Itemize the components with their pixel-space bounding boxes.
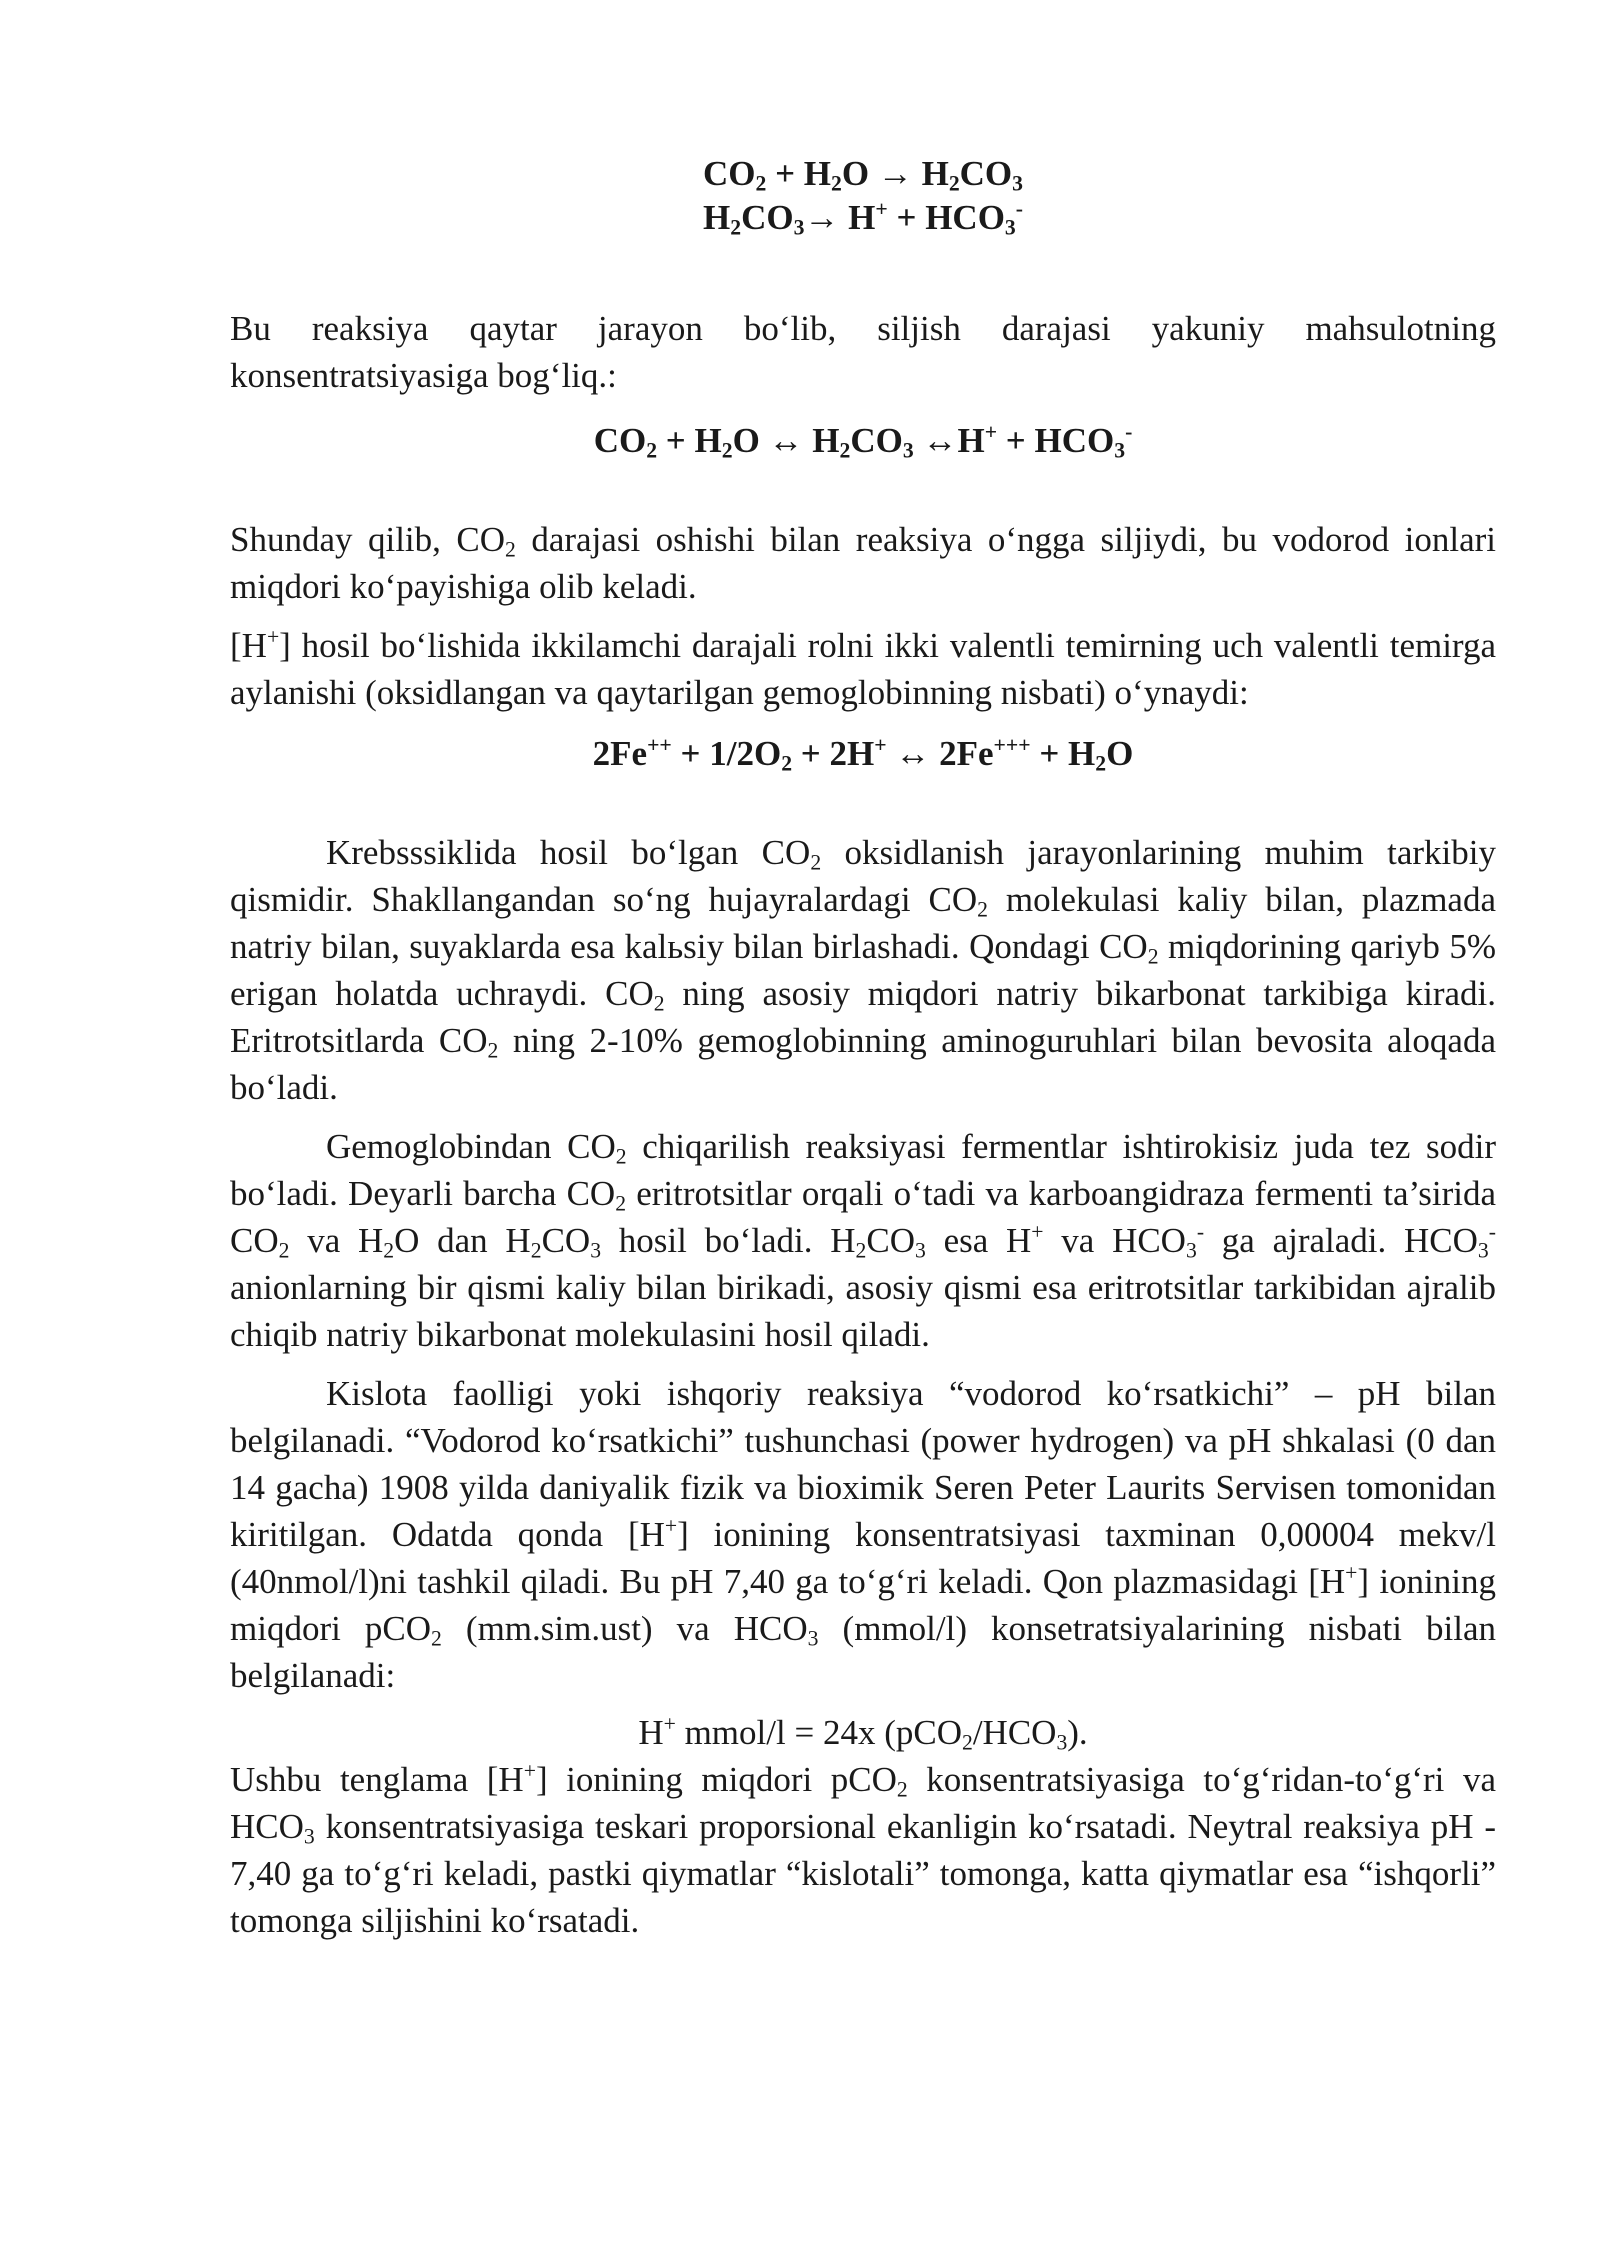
equation-h2co3-dissociation: $H_2CO_3\to H^+ + HCO_3^-$ [702, 196, 1023, 240]
paragraph-krebs: Krebsssiklida hosil bo‘lgan $CO_2$ oksidlanish jarayonlarining muhim tarkibiy qismidir. Shakllangandan so‘ng hujayralardagi $CO_2$ molekulasi kaliy bilan, plazmada natriy bilan, suyaklarda esa kalьsiy bilan birlashadi. Qondagi $CO_2$ miqdorining qariyb 5% erigan holatda uchraydi. $CO_2$ ning asosiy miqdori natriy bikarbonat tarkibiga kiradi. Eritrotsitlarda $CO_2$ ning 2-10% gemoglobinning aminoguruhlari bilan bevosita aloqada bo‘ladi. [230, 833, 1497, 1107]
paragraph-shift: Shunday qilib, $CO_2$ darajasi oshishi bilan reaksiya o‘ngga siljiydi, bu vodorod ionlari miqdori ko‘payishiga olib keladi. [230, 520, 1496, 606]
paragraph-equation-explanation: Ushbu tenglama [H+] ionining miqdori pCO$_2$ konsentratsiyasiga to‘g‘ridan-to‘g‘ri va $HCO_3$ konsentratsiyasiga teskari proporsional ekanligin ko‘rsatadi. Neytral reaksiya pH - 7,40 ga to‘g‘ri keladi, pastki qiymatlar “kislotali” tomonga, katta qiymatlar esa “ishqorli” tomonga siljishini ko‘rsatadi. [230, 1758, 1496, 1940]
paragraph-iron: [H+] hosil bo‘lishida ikkilamchi darajali rolni ikki valentli temirning uch valentli temirga aylanishi (oksidlangan va qaytarilgan gemoglobinning nisbati) o‘ynaydi: [230, 624, 1496, 712]
paragraph-hemoglobin: Gemoglobindan $CO_2$ chiqarilish reaksiyasi fermentlar ishtirokisiz juda tez sodir bo‘ladi. Deyarli barcha $CO_2$ eritrotsitlar orqali o‘tadi va karboangidraza fermenti ta’sirida $CO_2$ va $H_2O$ dan $H_2CO_3$ hosil bo‘ladi. $H_2CO_3$ esa H+ va $HCO_3^-$ ga ajraladi. $HCO_3^-$ anionlarning bir qismi kaliy bilan birikadi, asosiy qismi esa eritrotsitlar tarkibidan ajralib chiqib natriy bikarbonat molekulasini hosil qiladi. [230, 1127, 1496, 1354]
equation-iron-oxidation: $2Fe^{++} + 1/2O_2 + 2H^+$ ↔ $2Fe^{+++} + H_2O$ [592, 732, 1134, 776]
equation-co2-h2o: $CO_2 + H_2O \to H_2CO_3$ [703, 154, 1023, 196]
document-body [230, 150, 1496, 1944]
equation-henderson: H+ mmol/l = 24x $(pCO_2/HCO_3)$. [638, 1711, 1088, 1755]
equation-reversible: $CO_2 + H_2O$ ↔ $H_2CO_3$ ↔H+ + $HCO_3^-$ [593, 419, 1133, 463]
paragraph-ph: Kislota faolligi yoki ishqoriy reaksiya “vodorod ko‘rsatkichi” – pH bilan belgilanadi. “Vodorod ko‘rsatkichi” tushunchasi (power hydrogen) va pH shkalasi (0 dan 14 gacha) 1908 yilda daniyalik fizik va bioximik Seren Peter Laurits Servisen tomonidan kiritilgan. Odatda qonda [H+] ionining konsentratsiyasi taxminan 0,00004 mekv/l (40nmol/l)ni tashkil qiladi. Bu pH 7,40 ga to‘g‘ri keladi. Qon plazmasidagi [H+] ionining miqdori pCO$_2$ (mm.sim.ust) va $HCO_3$ (mmol/l) konsetratsiyalarining nisbati bilan belgilanadi: [230, 1374, 1497, 1695]
paragraph-reversible: Bu reaksiya qaytar jarayon bo‘lib, siljish darajasi yakuniy mahsulotning konsentratsiyasiga bog‘liq.: [230, 309, 1496, 395]
